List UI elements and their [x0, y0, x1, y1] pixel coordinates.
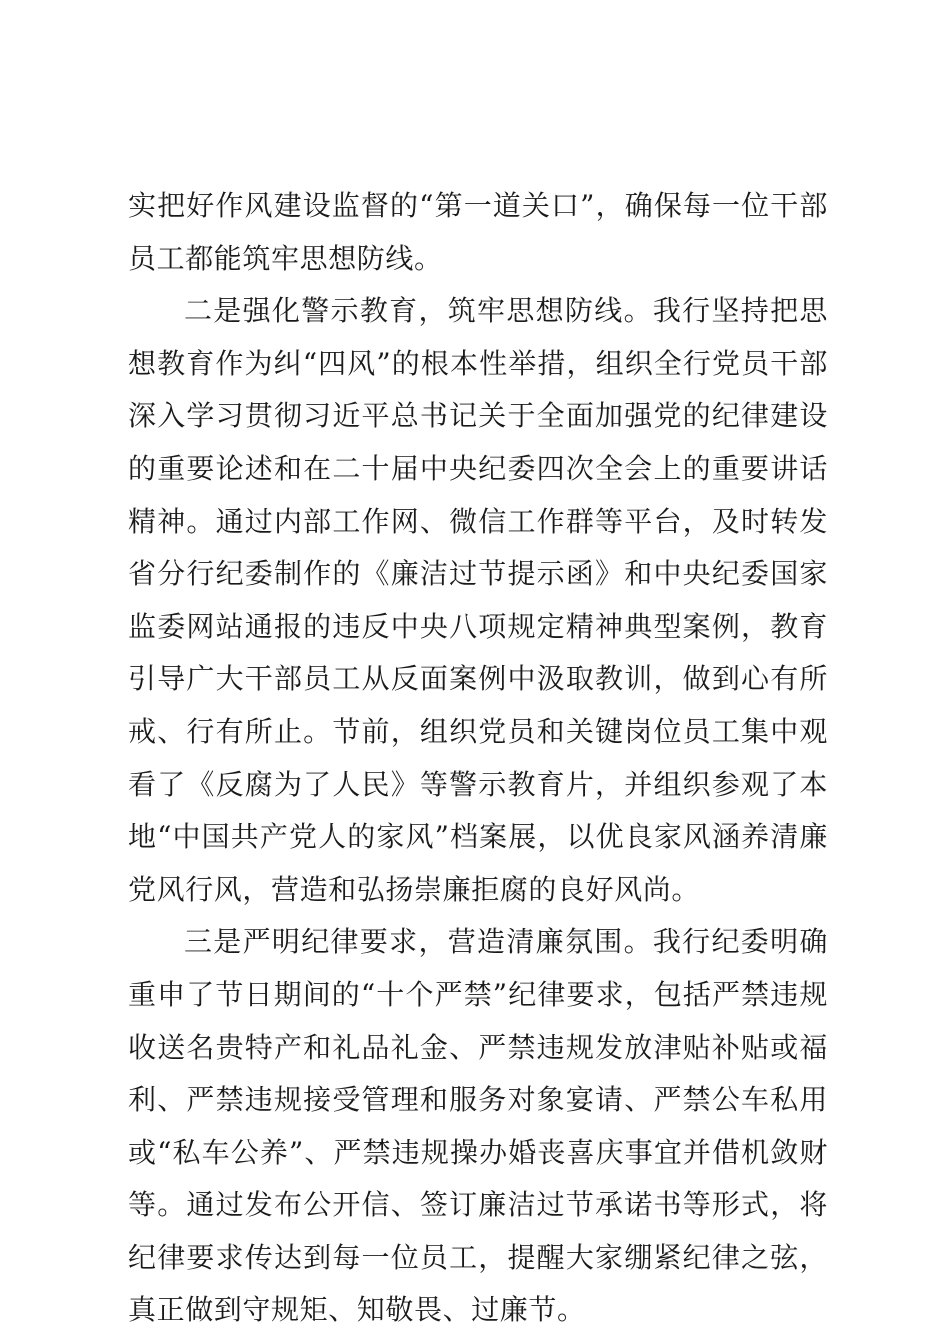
- paragraph-continuation: 实把好作风建设监督的“第一道关口”，确保每一位干部员工都能筑牢思想防线。: [128, 189, 828, 275]
- document-body: [128, 180, 828, 1337]
- paragraph-discipline-requirements: 三是严明纪律要求，营造清廉氛围。我行纪委明确重申了节日期间的“十个严禁”纪律要求，包括严禁违规收送名贵特产和礼品礼金、严禁违规发放津贴补贴或福利、严禁违规接受管理和服务对象宴请、严禁公车私用或“私车公养”、严禁违规操办婚丧喜庆事宜并借机敛财等。通过发布公开信、签订廉洁过节承诺书等形式，将纪律要求传达到每一位员工，提醒大家绷紧纪律之弦，真正做到守规矩、知敬畏、过廉节。: [128, 925, 828, 1327]
- paragraph-warning-education: 二是强化警示教育，筑牢思想防线。我行坚持把思想教育作为纠“四风”的根本性举措，组织全行党员干部深入学习贯彻习近平总书记关于全面加强党的纪律建设的重要论述和在二十届中央纪委四次全会上的重要讲话精神。通过内部工作网、微信工作群等平台，及时转发省分行纪委制作的《廉洁过节提示函》和中央纪委国家监委网站通报的违反中央八项规定精神典型案例，教育引导广大干部员工从反面案例中汲取教训，做到心有所戒、行有所止。节前，组织党员和关键岗位员工集中观看了《反腐为了人民》等警示教育片，并组织参观了本地“中国共产党人的家风”档案展，以优良家风涵养清廉党风行风，营造和弘扬崇廉拒腐的良好风尚。: [128, 294, 828, 906]
